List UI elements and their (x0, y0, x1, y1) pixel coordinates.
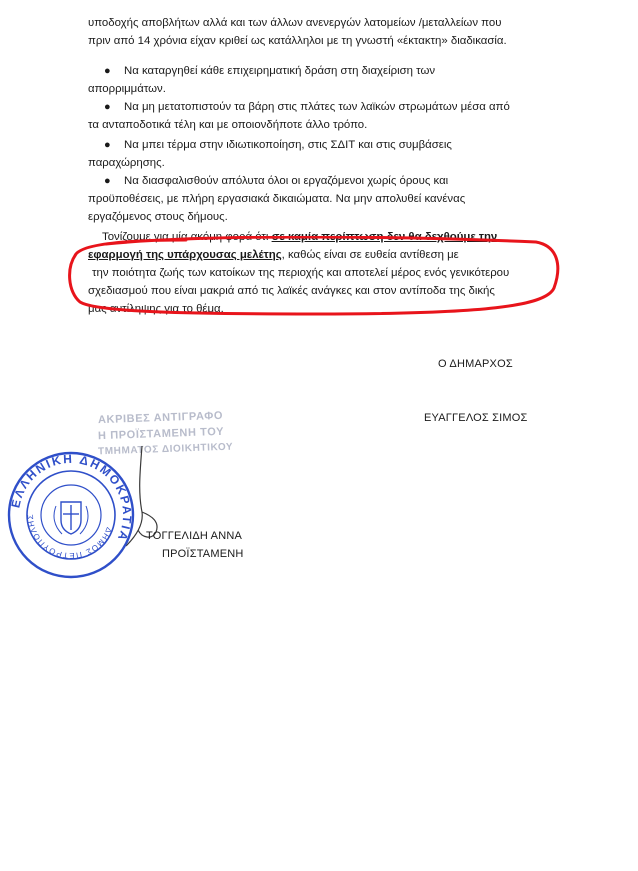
closing-line-3: την ποιότητα ζωής των κατοίκων της περιοχής και αποτελεί μέρος ενός γενικότερου (92, 267, 510, 279)
bullet-4-line-1: Να διασφαλισθούν απόλυτα όλοι οι εργαζόμενοι χωρίς όρους και (124, 175, 449, 187)
bullet-icon: ● (104, 65, 111, 77)
signature-role: Ο ΔΗΜΑΡΧΟΣ (438, 358, 513, 370)
stamp-line-3: ΤΜΗΜΑΤΟΣ ΔΙΟΙΚΗΤΙΚΟΥ (97, 441, 234, 458)
municipal-seal (6, 450, 136, 580)
closing-lead: Τονίζουμε για μία ακόμη φορά ότι (102, 231, 269, 243)
demand-bullet-1 (88, 62, 540, 98)
highlight-circle-mark (66, 236, 561, 316)
intro-line-1: υποδοχής αποβλήτων αλλά και των άλλων ανενεργών λατομείων /μεταλλείων που (88, 17, 502, 29)
intro-line-2: πριν από 14 χρόνια είχαν κριθεί ως κατάλληλοι με τη γνωστή «έκτακτη» διαδικασία. (88, 35, 507, 47)
closing-line-5: μας αντίληψης για το θέμα. (88, 303, 224, 315)
seal-inner-textpath: ΔΗΜΟΣ ΠΕΤΡΟΥΠΟΛΗΣ (25, 513, 114, 561)
highlight-circle-stroke (70, 237, 558, 314)
demand-bullet-4 (88, 172, 540, 226)
demand-bullet-2 (88, 98, 540, 134)
intro-paragraph (88, 14, 540, 50)
seal-outer-text (8, 452, 134, 544)
seal-outer-textpath: ΕΛΛΗΝΙΚΗ ΔΗΜΟΚΡΑΤΙΑ (8, 451, 135, 545)
bullet-3-line-2: παραχώρησης. (88, 157, 165, 169)
demand-bullet-3 (88, 136, 540, 172)
bullet-icon: ● (104, 175, 111, 187)
certifier-role: ΠΡΟΪΣΤΑΜΕΝΗ (162, 548, 244, 560)
bullet-3-line-1: Να μπει τέρμα στην ιδιωτικοποίηση, στις ΣΔΙΤ και στις συμβάσεις (124, 139, 452, 151)
closing-emphasis-1: σε καμία περίπτωση δεν θα δεχθούμε την (271, 231, 498, 243)
bullet-1-line-2: απορριμμάτων. (88, 83, 166, 95)
bullet-4-line-3: εργαζόμενος στους δήμους. (88, 211, 228, 223)
stamp-line-1: ΑΚΡΙΒΕΣ ΑΝΤΙΓΡΑΦΟ (97, 409, 224, 427)
bullet-icon: ● (104, 101, 111, 113)
closing-rest-1: , καθώς είναι σε ευθεία αντίθεση με (281, 249, 459, 261)
stamp-line-2: Η ΠΡΟΪΣΤΑΜΕΝΗ ΤΟΥ (97, 425, 225, 443)
bullet-2-line-1: Να μη μετατοπιστούν τα βάρη στις πλάτες των λαϊκών στρωμάτων μέσα από (124, 101, 510, 113)
signature-name: ΕΥΑΓΓΕΛΟΣ ΣΙΜΟΣ (424, 412, 528, 424)
bullet-2-line-2: τα ανταποδοτικά τέλη και με οποιονδήποτε άλλο τρόπο. (88, 119, 368, 131)
bullet-4-line-2: προϋποθέσεις, με πλήρη εργασιακά δικαιώματα. Να μην απολυθεί κανένας (88, 193, 466, 205)
bullet-icon: ● (104, 139, 111, 151)
certifier-name: ΤΟΓΓΕΛΙΔΗ ΑΝΝΑ (146, 530, 243, 542)
closing-line-4: σχεδιασμού που είναι μακριά από τις λαϊκές ανάγκες και στον αντίποδα της δικής (88, 285, 495, 297)
bullet-1-line-1: Να καταργηθεί κάθε επιχειρηματική δράση στη διαχείριση των (124, 65, 436, 77)
closing-emphasis-2: εφαρμογή της υπάρχουσας μελέτης (88, 249, 282, 261)
